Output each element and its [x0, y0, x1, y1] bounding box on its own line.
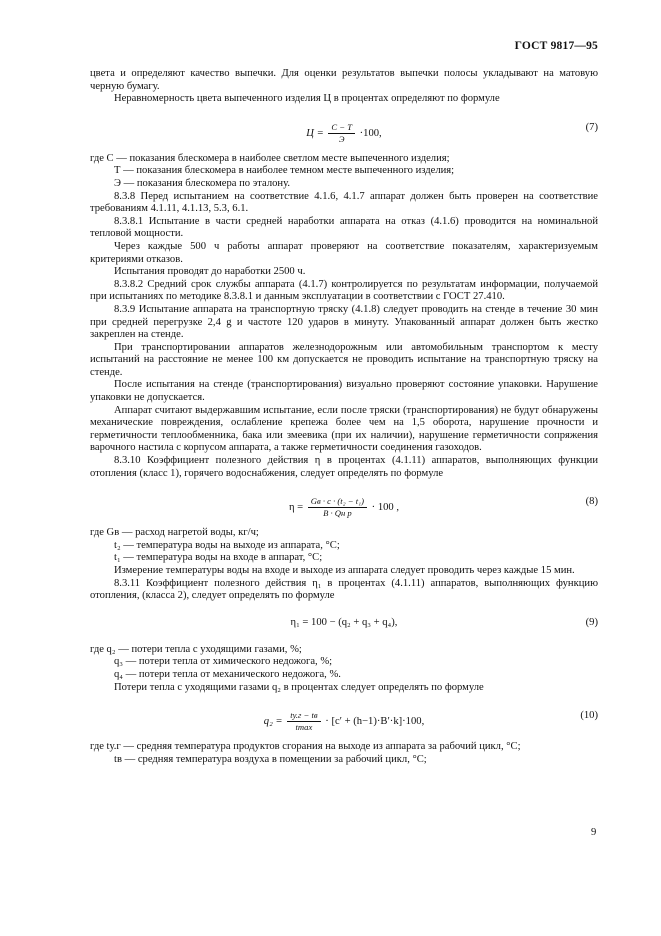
- formula-fraction: [328, 122, 355, 145]
- formula-10: [90, 702, 598, 734]
- formula-number: (9): [585, 616, 598, 628]
- formula-lhs: Ц =: [306, 127, 324, 139]
- paragraph: Неравномерность цвета выпеченного изделия Ц в процентах определяют по формуле: [114, 93, 500, 105]
- formula-number: (7): [585, 121, 598, 133]
- page-number: 9: [591, 827, 597, 838]
- paragraph: 8.3.8.2 Средний срок службы аппарата (4.1.7) контролируется по результатам информации, получаемой при испытаниях по методике 8.3.8.1 и данным эксплуатации в соответствии с ГОСТ 27.410.: [90, 278, 598, 303]
- paragraph: 8.3.8.1 Испытание в части средней наработки аппарата на отказ (4.1.6) проводится на номинальной тепловой мощности.: [90, 215, 598, 240]
- paragraph: Испытания проводят до наработки 2500 ч.: [114, 266, 306, 278]
- fraction-denominator: Э: [338, 133, 345, 144]
- formula-tail: · 100 ,: [371, 502, 400, 514]
- paragraph: При транспортировании аппаратов железнодорожным или автомобильным транспортом к месту испытаний на расстояние не менее 100 км допускается не проводить испытание на транспортную тряску на стенде.: [90, 341, 598, 378]
- formula-number: (10): [580, 710, 598, 722]
- formula-8: [90, 488, 598, 520]
- paragraph: 8.3.11 Коэффициент полезного действия η₁ в процентах (4.1.11) аппаратов, выполняющих функцию отопления, (класса 2), следует определять по формуле: [90, 577, 598, 602]
- paragraph: цвета и определяют качество выпечки. Для оценки результатов выпечки полосы укладывают на матовую черную бумагу.: [90, 68, 598, 92]
- where-line: Т — показания блескомера в наиболее темном месте выпеченного изделия;: [114, 165, 455, 177]
- formula-tail: ·100,: [359, 127, 382, 139]
- formula-7: [90, 114, 598, 146]
- formula-number: (8): [585, 496, 598, 508]
- paragraph: 8.3.9 Испытание аппарата на транспортную тряску (4.1.8) следует проводить на стенде в течение 30 мин при средней перегрузке 2,4 g и частоте 120 ударов в минуту. Упакованный аппарат должен быть жестко закреплен на стенде.: [90, 303, 598, 341]
- formula-9: [90, 611, 598, 637]
- paragraph: 8.3.10 Коэффициент полезного действия η в процентах (4.1.11) аппаратов, выполняющих функции отопления (класс 1), горячего водоснабжения, следует определять по формуле: [90, 455, 598, 479]
- fraction-numerator: С − Т: [328, 122, 355, 134]
- paragraph: После испытания на стенде (транспортирования) визуально проверяют состояние упаковки. Нарушение упаковки не допускается.: [90, 379, 598, 404]
- where-line: tв — средняя температура воздуха в помещении за рабочий цикл, °С;: [114, 753, 427, 765]
- paragraph: Потери тепла с уходящими газами q₂ в процентах следует определять по формуле: [114, 681, 484, 693]
- formula-tail: · [c′ + (h−1)·B′·k]·100,: [325, 716, 425, 728]
- formula-lhs: η =: [288, 502, 304, 514]
- where-line: где Gв — расход нагретой воды, кг/ч;: [90, 527, 259, 539]
- fraction-numerator: Gв · c · (t₂ − t₁): [308, 496, 367, 508]
- where-line: q₄ — потери тепла от механического недожога, %.: [114, 668, 341, 680]
- formula-lhs: q₂ =: [263, 716, 283, 728]
- fraction-denominator: B · Qн р: [323, 508, 352, 519]
- fraction-denominator: tmax: [295, 722, 313, 733]
- paragraph: Аппарат считают выдержавшим испытание, если после тряски (транспортирования) не будут обнаружены механические повреждения, ослабление крепежа более чем на 1,5 оборота, нарушение прочности и герметичности теплообменника, бака или змеевика (при их наличии), нарушение герметичности сопряжения варочного настила с корпусом аппарата, а также герметичности соединения газоходов.: [90, 404, 598, 454]
- formula-expression: η₁ = 100 − (q₂ + q₃ + q₄),: [290, 616, 398, 628]
- paragraph: 8.3.8 Перед испытанием на соответствие 4.1.6, 4.1.7 аппарат должен быть проверен на соответствие требованиям 4.1.11, 4.1.13, 5.3, 6.1.: [90, 190, 598, 215]
- paragraph: Измерение температуры воды на входе и выходе из аппарата следует проводить через каждые 15 мин.: [114, 565, 575, 576]
- where-line: Э — показания блескомера по эталону.: [114, 177, 290, 189]
- formula-fraction: [308, 496, 367, 519]
- fraction-numerator: tу.г − tв: [287, 710, 320, 722]
- where-line: где q₂ — потери тепла с уходящими газами, %;: [90, 643, 302, 655]
- where-line: где С — показания блескомера в наиболее светлом месте выпеченного изделия;: [90, 152, 450, 164]
- formula-fraction: [287, 710, 320, 733]
- where-line: t₁ — температура воды на входе в аппарат, °С;: [114, 552, 323, 564]
- where-line: t₂ — температура воды на выходе из аппарата, °С;: [114, 539, 340, 551]
- where-line: где tу.г — средняя температура продуктов сгорания на выходе из аппарата за рабочий цикл, °С;: [90, 741, 521, 753]
- page-body: [90, 68, 598, 766]
- page-header-standard: ГОСТ 9817—95: [514, 40, 598, 52]
- paragraph: Через каждые 500 ч работы аппарат проверяют на соответствие показателям, характеризуемым критериями отказов.: [90, 240, 598, 265]
- where-line: q₃ — потери тепла от химического недожога, %;: [114, 656, 333, 668]
